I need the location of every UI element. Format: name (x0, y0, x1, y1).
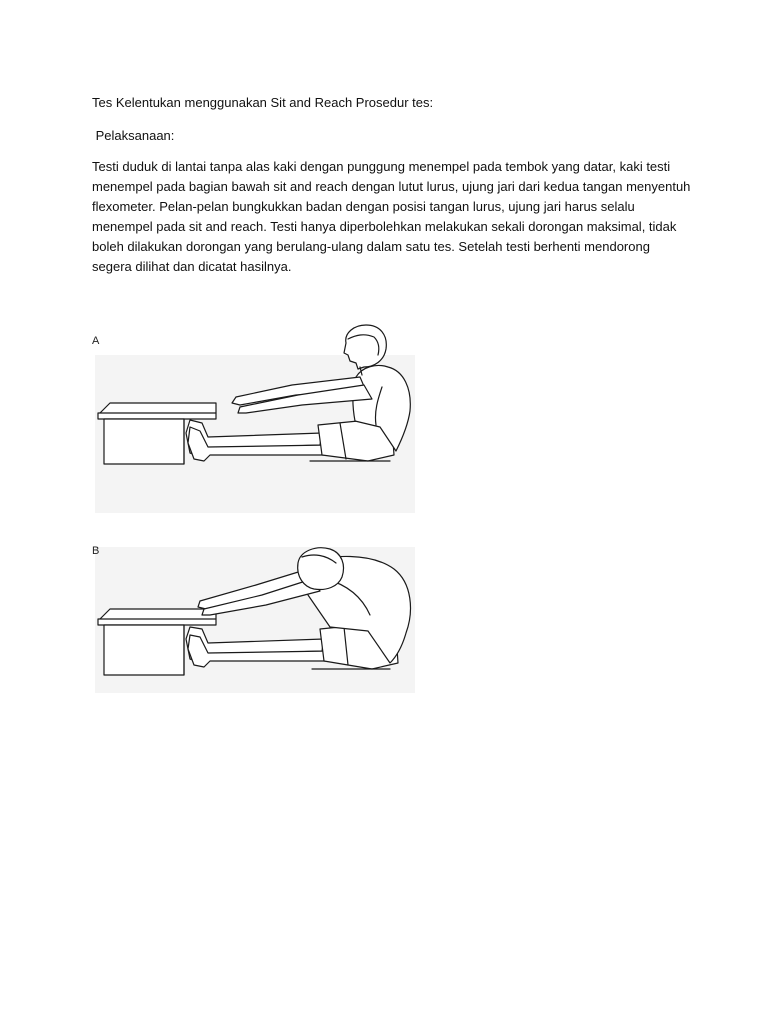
procedure-paragraph: Testi duduk di lantai tanpa alas kaki dengan punggung menempel pada tembok yang datar, kaki testi menempel pada bagian bawah sit and reach dengan lutut lurus, ujung jari dari kedua tangan menyentuh flexometer. Pelan-pelan bungkukkan badan dengan posisi tangan lurus, ujung jari harus selalu menempel pada sit and reach. Testi hanya diperbolehkan melakukan sekali dorongan maksimal, tidak boleh dilakukan dorongan yang berulang-ulang dalam satu tes. Setelah testi berhenti mendorong segera dilihat dan dicatat hasilnya. (92, 159, 691, 274)
sit-and-reach-reach-illustration (90, 535, 420, 695)
reaching-figure-head (298, 548, 344, 590)
figure-label-b: B (92, 545, 100, 557)
document-heading: Tes Kelentukan menggunakan Sit and Reach Prosedur tes: (92, 95, 434, 110)
figure-label-a: A (92, 335, 100, 347)
sit-and-reach-start-illustration (90, 315, 420, 515)
section-subheading: Pelaksanaan: (92, 128, 175, 143)
